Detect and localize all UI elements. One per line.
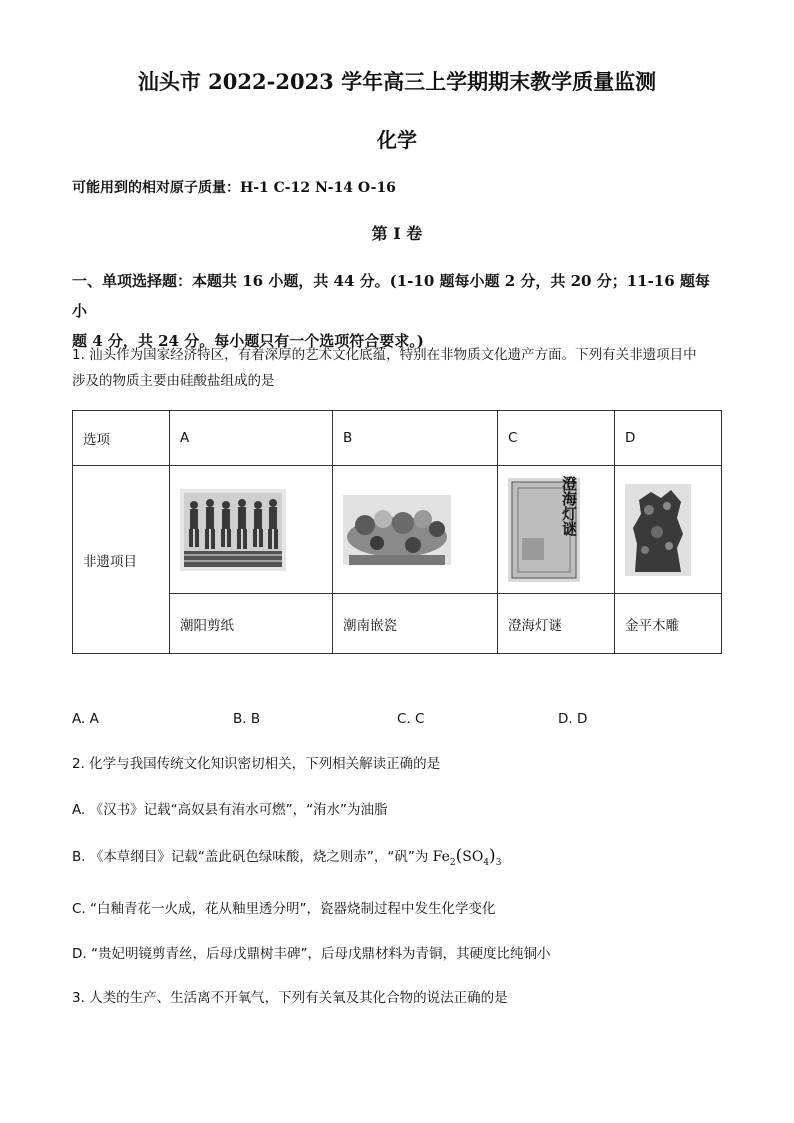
page-title: 汕头市 2022-2023 学年高三上学期期末教学质量监测 [137,69,657,94]
section-line-2: 题 4 分，共 24 分。每小题只有一个选项符合要求。) [72,332,424,350]
book-cover-title: 澄海灯谜 [560,476,578,536]
q1-option-a[interactable]: A. A [72,711,99,727]
q2-option-b-text: B. 《本草纲目》记载“盖此矾色绿味酸，烧之则赤”，“矾”为 [72,849,429,865]
table-image-row [73,466,722,594]
column-c-header: C [498,411,615,466]
image-cell-b [333,466,498,594]
subject-title: 化学 [377,128,417,152]
q1-option-d[interactable]: D. D [558,711,588,727]
table-header-row [73,411,722,466]
q2-option-c[interactable]: C. “白釉青花一火成，花从釉里透分明”，瓷器烧制过程中发生化学变化 [72,901,496,917]
question-1-line-1: 1. 汕头作为国家经济特区，有着深厚的艺术文化底蕴，特别在非物质文化遗产方面。下列有关非遗项目中 [72,347,697,363]
column-b-header: B [333,411,498,466]
q2-option-b[interactable] [72,845,501,868]
volume-heading: 第 I 卷 [371,224,423,243]
column-a-header: A [170,411,333,466]
iron-sulfate-formula: $Fe_2(SO_4)_3$ [432,846,502,868]
heritage-table [72,410,722,654]
wood-carving-image [625,484,691,576]
item-name-a: 潮阳剪纸 [170,594,333,654]
question-2-stem: 2. 化学与我国传统文化知识密切相关，下列相关解读正确的是 [72,756,441,772]
paper-cutting-image [180,489,286,571]
image-cell-d [615,466,722,594]
item-name-b: 潮南嵌瓷 [333,594,498,654]
question-1-stem [72,342,726,394]
table-name-row [73,594,722,654]
question-3-stem: 3. 人类的生产、生活离不开氧气，下列有关氧及其化合物的说法正确的是 [72,990,508,1006]
item-name-c: 澄海灯谜 [498,594,615,654]
header-label-cell: 选项 [73,411,170,466]
q2-option-a[interactable]: A. 《汉书》记载“高奴县有洧水可燃”，“洧水”为油脂 [72,802,388,818]
q2-option-d[interactable]: D. “贵妃明镜剪青丝，后母戊鼎树丰碑”，后母戊鼎材料为青铜，其硬度比纯铜小 [72,946,551,962]
question-1-line-2: 涉及的物质主要由硅酸盐组成的是 [72,373,275,389]
column-d-header: D [615,411,722,466]
atomic-masses: 可能用到的相对原子质量：H-1 C-12 N-14 O-16 [72,180,396,196]
image-cell-a [170,466,333,594]
row-label-cell: 非遗项目 [73,466,170,654]
q1-option-c[interactable]: C. C [397,711,425,727]
item-name-d: 金平木雕 [615,594,722,654]
q1-option-b[interactable]: B. B [233,711,261,727]
porcelain-inlay-image [343,495,451,565]
section-line-1: 一、单项选择题：本题共 16 小题，共 44 分。(1-10 题每小题 2 分，共 20 分；11-16 题每小 [72,272,710,320]
